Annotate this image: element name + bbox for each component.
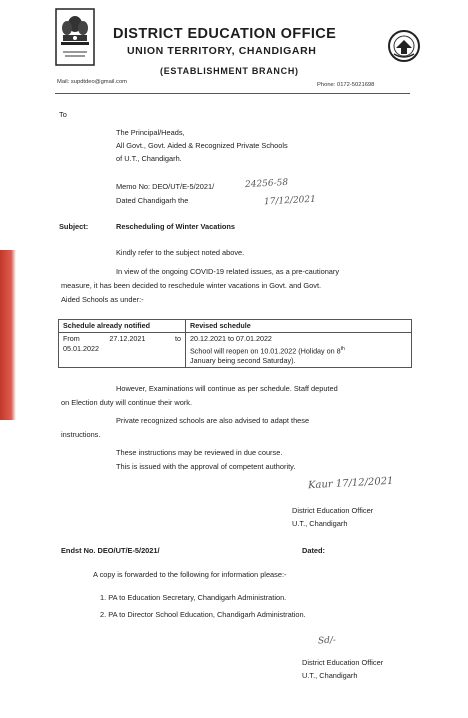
body-paragraph-5: These instructions may be reviewed in due course.: [116, 448, 283, 457]
table-header-row: [59, 320, 412, 333]
education-department-logo-icon: [387, 28, 421, 64]
schedule-table: [58, 319, 412, 368]
signatory-place: U.T., Chandigarh: [292, 519, 348, 528]
revised-dates: 20.12.2021 to 07.01.2022: [190, 334, 272, 343]
body-paragraph-2-line-2: measure, it has been decided to reschedule winter vacations in Govt. and Govt.: [61, 281, 322, 290]
body-paragraph-2-line-3: Aided Schools as under:-: [61, 295, 144, 304]
memo-number-handwritten: 24256-58: [244, 177, 289, 191]
endorsement-dated: Dated:: [302, 546, 325, 555]
office-subtitle: UNION TERRITORY, CHANDIGARH: [127, 45, 317, 57]
background-red-fabric: [0, 250, 16, 420]
subject-text: Rescheduling of Winter Vacations: [116, 222, 236, 231]
from-date: 27.12.2021: [109, 334, 146, 343]
body-paragraph-3-line-1: However, Examinations will continue as per schedule. Staff deputed: [116, 384, 338, 393]
body-paragraph-6: This is issued with the approval of competent authority.: [116, 462, 296, 471]
table-cell-revised-schedule: [186, 333, 412, 368]
addressee-line-1: The Principal/Heads,: [116, 128, 185, 137]
to-label: To: [59, 110, 67, 119]
endorsement-item-1: 1. PA to Education Secretary, Chandigarh Administration.: [100, 593, 287, 602]
contact-email: Mail: supdtdeo@gmail.com: [57, 79, 128, 85]
memo-date-handwritten: 17/12/2021: [263, 194, 317, 208]
table-header-cell: Schedule already notified: [59, 320, 186, 333]
ashoka-emblem-icon: [55, 8, 95, 66]
memo-number-label: Memo No: DEO/UT/E-5/2021/: [116, 182, 215, 191]
reopen-note-line-1: [190, 344, 407, 356]
signature-handwritten: Kaur 17/12/2021: [307, 475, 394, 492]
signatory-2-title: District Education Officer: [302, 658, 384, 667]
endorsement-number: Endst No. DEO/UT/E-5/2021/: [61, 546, 160, 555]
addressee-line-3: of U.T., Chandigarh.: [116, 154, 182, 163]
body-paragraph-2-line-1: In view of the ongoing COVID-19 related issues, as a pre-cautionary: [116, 267, 340, 276]
signatory-title: District Education Officer: [292, 506, 374, 515]
body-paragraph-4-line-2: instructions.: [61, 430, 101, 439]
body-paragraph-1: Kindly refer to the subject noted above.: [116, 248, 245, 257]
office-title: DISTRICT EDUCATION OFFICE: [113, 26, 337, 42]
table-row: [59, 333, 412, 368]
from-label: From: [63, 334, 80, 343]
addressee-line-2: All Govt., Govt. Aided & Recognized Private Schools: [116, 141, 288, 150]
reopen-note-text: School will reopen on 10.01.2022 (Holiday on 8: [190, 346, 341, 356]
contact-phone: Phone: 0172-5021698: [317, 82, 375, 88]
table-header-cell: Revised schedule: [186, 320, 412, 333]
reopen-note-line-2: January being second Saturday).: [190, 356, 296, 366]
header-divider: [55, 93, 410, 94]
reopen-note-superscript: th: [340, 346, 345, 352]
branch-name: (ESTABLISHMENT BRANCH): [160, 66, 299, 76]
table-cell-old-schedule: [59, 333, 186, 368]
body-paragraph-3-line-2: on Election duty will continue their work.: [61, 398, 193, 407]
endorsement-item-2: 2. PA to Director School Education, Chandigarh Administration.: [100, 610, 306, 619]
signature-2-handwritten: Sd/-: [317, 635, 337, 647]
subject-label: Subject:: [59, 222, 89, 231]
body-paragraph-4-line-1: Private recognized schools are also advised to adapt these: [116, 416, 310, 425]
to-date: 05.01.2022: [63, 344, 99, 353]
signatory-2-place: U.T., Chandigarh: [302, 671, 358, 680]
endorsement-intro: A copy is forwarded to the following for information please:-: [93, 570, 287, 579]
memo-date-label: Dated Chandigarh the: [116, 196, 189, 205]
to-label: to: [174, 334, 181, 343]
